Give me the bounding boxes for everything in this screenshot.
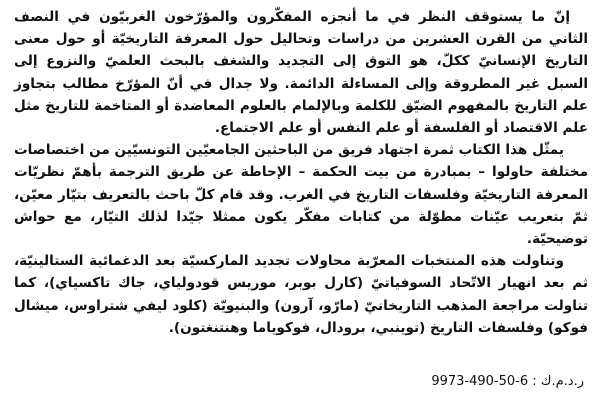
- isbn-number: 9973-490-50-6: [431, 374, 529, 389]
- paragraph-book-description: يمثّل هذا الكتاب ثمرة اجتهاد فريق من الباحثين الجامعيّين التونسيّين من اختصاصات مختلفة حاولوا – بمبادرة من بيت الحكمة – الإحاطة عن طريق الترجمة بأهمّ نظريّات المعرفة التاريخيّة وفلسفات التاريخ في الغرب. وقد قام كلّ باحث بالتعريف بتيّار معيّن، ثمّ بتعريب عيّنات مطوّلة من كتابات مفكّر يكون ممثلا جيّدا لذلك التيّار، مع حواش توضيحيّة.: [14, 142, 588, 248]
- paragraph-contents: وتناولت هذه المنتخبات المعرّبة محاولات تجديد الماركسيّة بعد الدغمائية الستالينيّة، ثم بعد انهيار الاتّحاد السوفياتيّ (كارل بوبر، موريس قودولياي، جاك تاكسياي)، كما تناولت مراجعة المذهب التاريخانيّ (مارّو، آرون) والبنيويّة (كلود ليفي شتراوس، ميشال فوكو) وفلسفات التاريخ (توينبي، برودال، فوكوياما وهنتنغتون).: [14, 253, 588, 336]
- isbn-line: [431, 373, 584, 391]
- isbn-label: ر.د.م.ك :: [532, 374, 584, 389]
- paragraph-intro: إنّ ما يستوقف النظر في ما أنجزه المفكّرون والمؤرّخون الغربيّون في النصف الثاني من القرن العشرين من دراسات وتحاليل حول المعرفة التاريخيّة أو حول معنى التاريخ الإنسانيّ ككلّ، هو التوق إلى التجديد والشغف بالبحث العلميّ والنزوع إلى السبل غير المطروقة وإلى المساءلة الدائمة. ولا جدال في أنّ المؤرّخ مطالب بتجاوز علم التاريخ بالمفهوم الضيّق للكلمة وبالإلمام بالعلوم المعاضدة أو المتاخمة للتاريخ مثل علم الاقتصاد أو الفلسفة أو علم النفس أو علم الاجتماع.: [14, 9, 588, 137]
